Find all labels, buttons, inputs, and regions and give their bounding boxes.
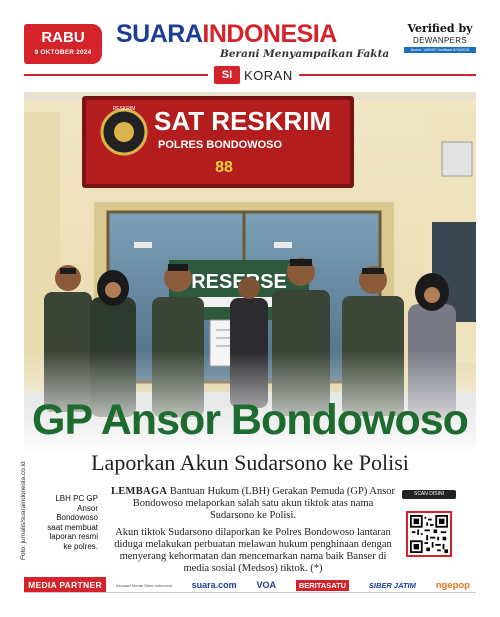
edition-name: KORAN xyxy=(244,67,293,83)
caption-lead: LBH PC GP Ansor Bondowoso xyxy=(55,494,98,522)
partner-amsi-logo[interactable]: Asosiasi Media Siber Indonesia xyxy=(116,582,172,588)
partner-beritasatu-logo[interactable]: BERITASATU xyxy=(296,580,349,591)
photo-credit: Foto: jurnalis/suaraindonesia.co.id xyxy=(20,461,27,560)
qr-section[interactable] xyxy=(402,490,456,557)
article-paragraph-2: Akun tiktok Sudarsono dilaporkan ke Polres Bondowoso lantaran diduga melakukan perbuatan melawan hukum penghinaan dengan menyerang kehormatan dan mencemarkan nama baik Banser di media sosial (Medsos) tiktok. (*) xyxy=(114,527,392,574)
headline: GP Ansor Bondowoso xyxy=(32,396,468,444)
partner-ngepop-logo[interactable]: ngepop xyxy=(435,579,470,591)
verified-badge xyxy=(404,22,476,56)
masthead-logo[interactable]: SUARAINDONESIA xyxy=(116,20,337,48)
article-body xyxy=(110,486,396,580)
verified-label: Verified by xyxy=(407,22,473,35)
edition-logo: SI xyxy=(214,66,240,84)
partner-logos xyxy=(110,577,476,593)
media-partner-label: MEDIA PARTNER xyxy=(24,577,106,593)
footer-divider xyxy=(24,592,476,593)
verified-note: Nomor: 1409/DP-Verifikasi-K/XII/2023 xyxy=(404,47,476,53)
masthead[interactable] xyxy=(116,20,390,60)
issue-date: 9 OKTOBER 2024 xyxy=(34,49,92,56)
partner-suara-logo[interactable]: suara.com xyxy=(191,580,237,590)
article-paragraph-1: LEMBAGA Bantuan Hukum (LBH) Gerakan Pemuda (GP) Ansor Bondowoso melaporkan salah satu akun tiktok atas nama Sudarsono ke Polisi. xyxy=(110,486,396,521)
caption-rest: saat membuat laporan resmi ke polres. xyxy=(47,522,98,551)
subheadline: Laporkan Akun Sudarsono ke Polisi xyxy=(91,450,409,475)
partner-voa-logo[interactable]: VOA xyxy=(256,580,277,590)
partner-siberjatim-logo[interactable]: SIBER JATIM xyxy=(368,580,416,590)
qr-code-icon[interactable] xyxy=(406,511,452,557)
date-badge xyxy=(24,24,102,64)
issue-day: RABU xyxy=(41,29,85,46)
verified-org: DEWANPERS xyxy=(413,36,467,45)
masthead-tagline: Berani Menyampaikan Fakta xyxy=(220,48,390,60)
article-lead-word: LEMBAGA xyxy=(110,486,168,497)
scan-label: SCAN DISINI xyxy=(402,490,456,499)
edition-label xyxy=(208,66,299,84)
photo-caption xyxy=(46,494,98,551)
